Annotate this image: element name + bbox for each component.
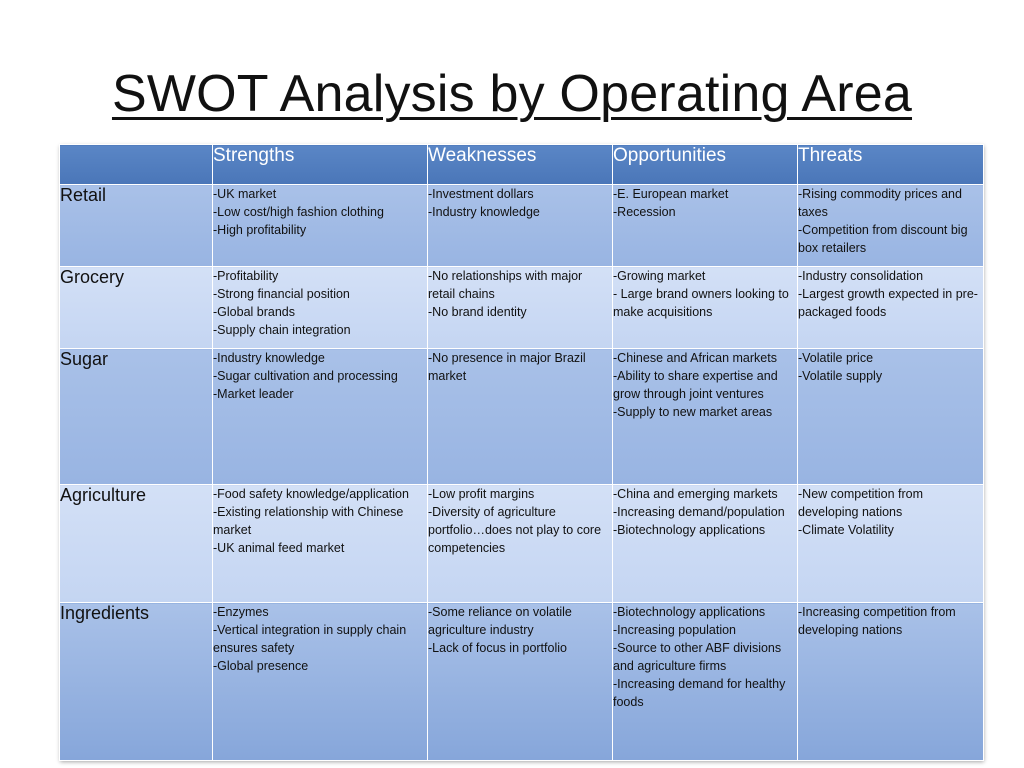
row-header-ingredients: Ingredients [60, 603, 213, 761]
cell-item: -Largest growth expected in pre-packaged foods [798, 287, 978, 319]
cell-item: -Chinese and African markets [613, 351, 777, 365]
retail-opportunities-cell [613, 185, 798, 267]
grocery-threats-cell [798, 267, 984, 349]
cell-item: -Market leader [213, 387, 294, 401]
agriculture-weaknesses-cell [428, 485, 613, 603]
cell-item: -Source to other ABF divisions and agriculture firms [613, 641, 782, 673]
retail-threats-cell [798, 185, 984, 267]
grocery-weaknesses-cell [428, 267, 613, 349]
cell-item: -Industry consolidation [798, 269, 924, 283]
sugar-strengths-cell [213, 349, 428, 485]
cell-item: -Growing market [613, 269, 706, 283]
agriculture-strengths-cell [213, 485, 428, 603]
cell-item: -Volatile price [798, 351, 874, 365]
table-row [60, 349, 984, 485]
cell-item: -Biotechnology applications [613, 523, 766, 537]
ingredients-threats-cell [798, 603, 984, 761]
cell-item: -Low cost/high fashion clothing [213, 205, 384, 219]
cell-item: -Lack of focus in portfolio [428, 641, 567, 655]
cell-item: -UK animal feed market [213, 541, 345, 555]
cell-item: -E. European market [613, 187, 729, 201]
slide-title: SWOT Analysis by Operating Area [111, 65, 913, 123]
table-row [60, 267, 984, 349]
sugar-weaknesses-cell [428, 349, 613, 485]
cell-item: -Rising commodity prices and taxes [798, 187, 962, 219]
table-row [60, 603, 984, 761]
cell-item: -New competition from developing nations [798, 487, 924, 519]
cell-item: -Profitability [213, 269, 279, 283]
cell-item: -Global presence [213, 659, 309, 673]
cell-item: -Food safety knowledge/application [213, 487, 409, 501]
cell-item: -Industry knowledge [213, 351, 325, 365]
cell-item: - Large brand owners looking to make acquisitions [613, 287, 789, 319]
row-header-retail: Retail [60, 185, 213, 267]
cell-item: -Increasing competition from developing nations [798, 605, 956, 637]
row-header-agriculture: Agriculture [60, 485, 213, 603]
corner-header-cell [60, 145, 213, 185]
grocery-opportunities-cell [613, 267, 798, 349]
cell-item: -Some reliance on volatile agriculture industry [428, 605, 572, 637]
cell-item: -Investment dollars [428, 187, 534, 201]
retail-weaknesses-cell [428, 185, 613, 267]
swot-table-container [59, 144, 983, 760]
cell-item: -Recession [613, 205, 676, 219]
cell-item: -Volatile supply [798, 369, 883, 383]
cell-item: -Low profit margins [428, 487, 535, 501]
table-row [60, 185, 984, 267]
cell-item: -Increasing demand for healthy foods [613, 677, 786, 709]
cell-item: -Increasing population [613, 623, 736, 637]
retail-strengths-cell [213, 185, 428, 267]
ingredients-weaknesses-cell [428, 603, 613, 761]
column-header-weaknesses: Weaknesses [428, 145, 613, 185]
cell-item: -Sugar cultivation and processing [213, 369, 398, 383]
sugar-opportunities-cell [613, 349, 798, 485]
cell-item: -Increasing demand/population [613, 505, 785, 519]
cell-item: -China and emerging markets [613, 487, 778, 501]
ingredients-opportunities-cell [613, 603, 798, 761]
cell-item: -Enzymes [213, 605, 269, 619]
cell-item: -No brand identity [428, 305, 527, 319]
cell-item: -No presence in major Brazil market [428, 351, 586, 383]
header-row [60, 145, 984, 185]
agriculture-opportunities-cell [613, 485, 798, 603]
cell-item: -Climate Volatility [798, 523, 894, 537]
cell-item: -Supply to new market areas [613, 405, 773, 419]
cell-item: -High profitability [213, 223, 307, 237]
column-header-strengths: Strengths [213, 145, 428, 185]
cell-item: -Diversity of agriculture portfolio…does not play to core competencies [428, 505, 602, 555]
cell-item: -Global brands [213, 305, 295, 319]
sugar-threats-cell [798, 349, 984, 485]
cell-item: -Competition from discount big box retailers [798, 223, 968, 255]
cell-item: -Biotechnology applications [613, 605, 766, 619]
cell-item: -Strong financial position [213, 287, 350, 301]
cell-item: -UK market [213, 187, 277, 201]
column-header-opportunities: Opportunities [613, 145, 798, 185]
swot-table [59, 144, 984, 761]
cell-item: -Vertical integration in supply chain ensures safety [213, 623, 407, 655]
ingredients-strengths-cell [213, 603, 428, 761]
row-header-grocery: Grocery [60, 267, 213, 349]
cell-item: -Ability to share expertise and grow through joint ventures [613, 369, 778, 401]
agriculture-threats-cell [798, 485, 984, 603]
cell-item: -No relationships with major retail chains [428, 269, 583, 301]
cell-item: -Supply chain integration [213, 323, 351, 337]
row-header-sugar: Sugar [60, 349, 213, 485]
cell-item: -Existing relationship with Chinese market [213, 505, 404, 537]
table-row [60, 485, 984, 603]
grocery-strengths-cell [213, 267, 428, 349]
column-header-threats: Threats [798, 145, 984, 185]
cell-item: -Industry knowledge [428, 205, 540, 219]
